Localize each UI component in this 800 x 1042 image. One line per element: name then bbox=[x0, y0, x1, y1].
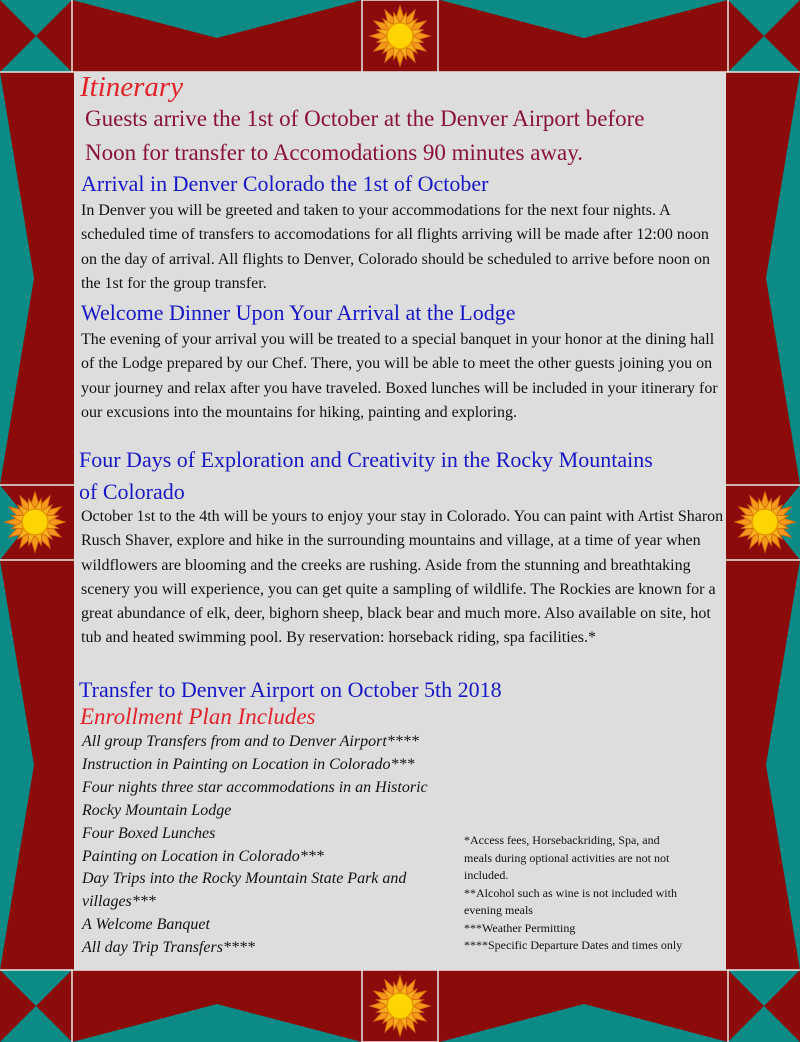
list-item: Rocky Mountain Lodge bbox=[82, 801, 232, 819]
list-item: Four nights three star accommodations in an Historic bbox=[82, 778, 428, 796]
list-item: Day Trips into the Rocky Mountain State Park and bbox=[82, 870, 407, 888]
footnote-line: evening meals bbox=[464, 903, 533, 917]
list-item: Four Boxed Lunches bbox=[82, 824, 216, 842]
section-heading-welcome-dinner: Welcome Dinner Upon Your Arrival at the Lodge bbox=[81, 300, 516, 325]
list-item: Painting on Location in Colorado*** bbox=[82, 847, 324, 865]
intro-line-2: Noon for transfer to Accomodations 90 minutes away. bbox=[85, 140, 584, 165]
page-title: Itinerary bbox=[80, 71, 184, 103]
section-heading-exploration-line-1: Four Days of Exploration and Creativity in the Rocky Mountains bbox=[79, 447, 653, 472]
footnote-line: meals during optional activities are not not bbox=[464, 850, 670, 865]
section-heading-transfer: Transfer to Denver Airport on October 5th 2018 bbox=[79, 677, 502, 702]
section-body-welcome-dinner: The evening of your arrival you will be treated to a special banquet in your honor at the dining hall of the Lodge prepared by our Chef. There, you will be able to meet the other guests joining you on your journey and relax after you have traveled. Boxed lunches will be included in your itinerary for our excusions into the mountains for hiking, painting and exploring. bbox=[81, 331, 718, 421]
footnote-line: ***Weather Permitting bbox=[464, 920, 576, 935]
section-body-arrival: In Denver you will be greeted and taken to your accommodations for the next four nights. A scheduled time of transfers to accomodations for all flights arriving will be made after 12:00 noon on the day of arrival. All flights to Denver, Colorado should be scheduled to arrive before noon on the 1st for the group transfer. bbox=[81, 202, 710, 292]
section-heading-arrival: Arrival in Denver Colorado the 1st of October bbox=[81, 171, 489, 196]
intro-line-1: Guests arrive the 1st of October at the Denver Airport before bbox=[85, 106, 645, 131]
footnote-line: *Access fees, Horsebackriding, Spa, and bbox=[464, 833, 660, 847]
footnote-line: **Alcohol such as wine is not included with bbox=[464, 885, 677, 900]
list-item: A Welcome Banquet bbox=[82, 916, 210, 934]
footnote-line: included. bbox=[464, 868, 509, 882]
list-item: Instruction in Painting on Location in Colorado*** bbox=[82, 755, 415, 773]
section-heading-exploration-line-2: of Colorado bbox=[79, 479, 185, 504]
enrollment-list bbox=[82, 731, 428, 960]
enrollment-heading: Enrollment Plan Includes bbox=[80, 704, 316, 729]
section-body-exploration: October 1st to the 4th will be yours to enjoy your stay in Colorado. You can paint with Artist Sharon Rusch Shaver, explore and hike in the surrounding mountains and village, at a time of year when wildflowers are blooming and the creeks are rushing. Aside from the stunning and breathtaking scenery you will experience, you can get quite a sampling of wildlife. The Rockies are known for a great abundance of elk, deer, bighorn sheep, black bear and much more. Also available on site, hot tub and heated swimming pool. By reservation: horseback riding, spa facilities.* bbox=[81, 508, 724, 647]
list-item: All day Trip Transfers**** bbox=[82, 939, 255, 957]
list-item: All group Transfers from and to Denver Airport**** bbox=[82, 733, 419, 750]
footnotes bbox=[464, 832, 682, 955]
list-item: villages*** bbox=[82, 893, 156, 911]
footnote-line: ****Specific Departure Dates and times only bbox=[464, 938, 683, 952]
